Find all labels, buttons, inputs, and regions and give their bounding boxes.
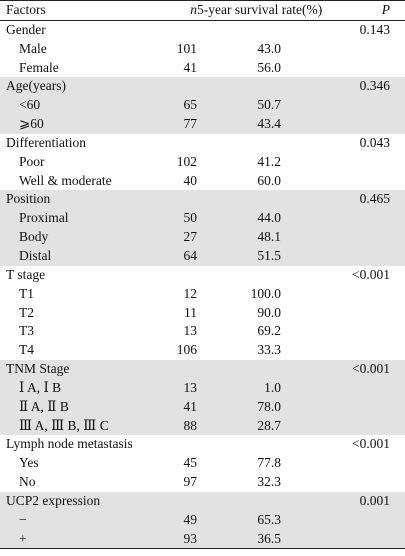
header-p: P <box>381 2 390 17</box>
category-label: Distal <box>19 247 52 263</box>
table-row <box>0 398 405 417</box>
survival-rate: 65.3 <box>257 511 281 527</box>
survival-rate: 43.0 <box>257 40 281 56</box>
n-value: 41 <box>183 398 197 414</box>
n-value: 93 <box>183 530 197 546</box>
table-row <box>0 304 405 323</box>
n-value: 88 <box>183 417 197 433</box>
n-value: 27 <box>183 229 197 245</box>
table-row <box>0 59 405 78</box>
n-value: 101 <box>176 40 197 56</box>
category-label: Female <box>19 59 59 75</box>
survival-rate: 1.0 <box>264 379 281 395</box>
p-value: 0.143 <box>359 21 390 37</box>
category-label: Ⅰ A, Ⅰ B <box>19 379 62 395</box>
table-row <box>0 247 405 266</box>
category-label: T4 <box>19 342 34 358</box>
table-row <box>0 153 405 172</box>
n-value: 65 <box>183 97 197 113</box>
category-label: <60 <box>19 97 41 113</box>
survival-rate: 69.2 <box>257 323 281 339</box>
factor-row <box>0 77 405 96</box>
table-row <box>0 341 405 360</box>
table-row <box>0 417 405 436</box>
category-label: Ⅲ A, Ⅲ B, Ⅲ C <box>19 417 109 433</box>
table-row <box>0 209 405 228</box>
category-label: − <box>19 511 27 527</box>
table-row <box>0 454 405 473</box>
survival-rate: 32.3 <box>257 474 281 490</box>
table-row <box>0 96 405 115</box>
n-value: 13 <box>183 323 197 339</box>
n-value: 50 <box>183 210 197 226</box>
p-value: 0.001 <box>359 492 390 508</box>
n-value: 77 <box>183 116 197 132</box>
category-label: Male <box>19 40 47 56</box>
p-value: 0.043 <box>359 134 390 150</box>
survival-rate: 77.8 <box>257 455 281 471</box>
p-value: 0.465 <box>359 191 390 207</box>
n-value: 13 <box>183 379 197 395</box>
p-value: <0.001 <box>352 361 390 377</box>
p-value: 0.346 <box>359 78 390 94</box>
category-label: Yes <box>19 455 39 471</box>
survival-rate: 90.0 <box>257 304 281 320</box>
n-value: 45 <box>183 455 197 471</box>
factor-row <box>0 360 405 379</box>
factor-row <box>0 190 405 209</box>
n-value: 64 <box>183 247 197 263</box>
n-value: 102 <box>176 153 197 169</box>
table-row <box>0 115 405 134</box>
table-row <box>0 322 405 341</box>
survival-rate: 100.0 <box>250 285 281 301</box>
n-value: 12 <box>183 285 197 301</box>
survival-rate: 43.4 <box>257 116 281 132</box>
category-label: T2 <box>19 304 34 320</box>
survival-rate: 28.7 <box>257 417 281 433</box>
table-header <box>0 1 405 21</box>
table-row <box>0 511 405 530</box>
p-value: <0.001 <box>352 436 390 452</box>
factor-row <box>0 492 405 511</box>
n-value: 106 <box>176 342 197 358</box>
survival-rate: 51.5 <box>257 247 281 263</box>
category-label: Poor <box>19 153 45 169</box>
category-label: Ⅱ A, Ⅱ B <box>19 398 69 414</box>
survival-rate: 44.0 <box>257 210 281 226</box>
factor-row <box>0 21 405 40</box>
n-value: 41 <box>183 59 197 75</box>
category-label: Proximal <box>19 210 69 226</box>
factor-row <box>0 266 405 285</box>
category-label: ⩾60 <box>19 116 44 132</box>
table-body <box>0 21 405 550</box>
survival-rate: 48.1 <box>257 229 281 245</box>
header-rate: 5-year survival rate(%) <box>197 2 323 17</box>
table-row <box>0 228 405 247</box>
table-row <box>0 379 405 398</box>
category-label: + <box>19 530 27 546</box>
table-row <box>0 285 405 304</box>
table-row <box>0 530 405 550</box>
header-n: n <box>190 2 197 17</box>
table-row <box>0 473 405 492</box>
n-value: 49 <box>183 511 197 527</box>
factor-label: Age(years) <box>6 78 66 94</box>
category-label: Body <box>19 229 49 245</box>
n-value: 40 <box>183 172 197 188</box>
factor-label: Position <box>6 191 51 207</box>
factor-label: Lymph node metastasis <box>6 436 133 452</box>
table-row <box>0 40 405 59</box>
table-row <box>0 172 405 191</box>
category-label: No <box>19 474 36 490</box>
factor-label: UCP2 expression <box>6 492 101 508</box>
survival-rate: 60.0 <box>257 172 281 188</box>
category-label: Well & moderate <box>19 172 112 188</box>
survival-rate: 50.7 <box>257 97 281 113</box>
factor-row <box>0 134 405 153</box>
factor-label: Differentiation <box>6 134 86 150</box>
header-factors: Factors <box>6 2 46 17</box>
survival-rate: 36.5 <box>257 530 281 546</box>
category-label: T3 <box>19 323 34 339</box>
category-label: T1 <box>19 285 34 301</box>
factor-label: TNM Stage <box>6 361 70 377</box>
n-value: 97 <box>183 474 197 490</box>
factor-label: T stage <box>6 266 46 282</box>
factor-row <box>0 435 405 454</box>
factor-label: Gender <box>6 21 46 37</box>
survival-rate: 41.2 <box>257 153 281 169</box>
n-value: 11 <box>184 304 197 320</box>
p-value: <0.001 <box>352 266 390 282</box>
survival-rate: 78.0 <box>257 398 281 414</box>
survival-rate: 33.3 <box>257 342 281 358</box>
survival-rate: 56.0 <box>257 59 281 75</box>
